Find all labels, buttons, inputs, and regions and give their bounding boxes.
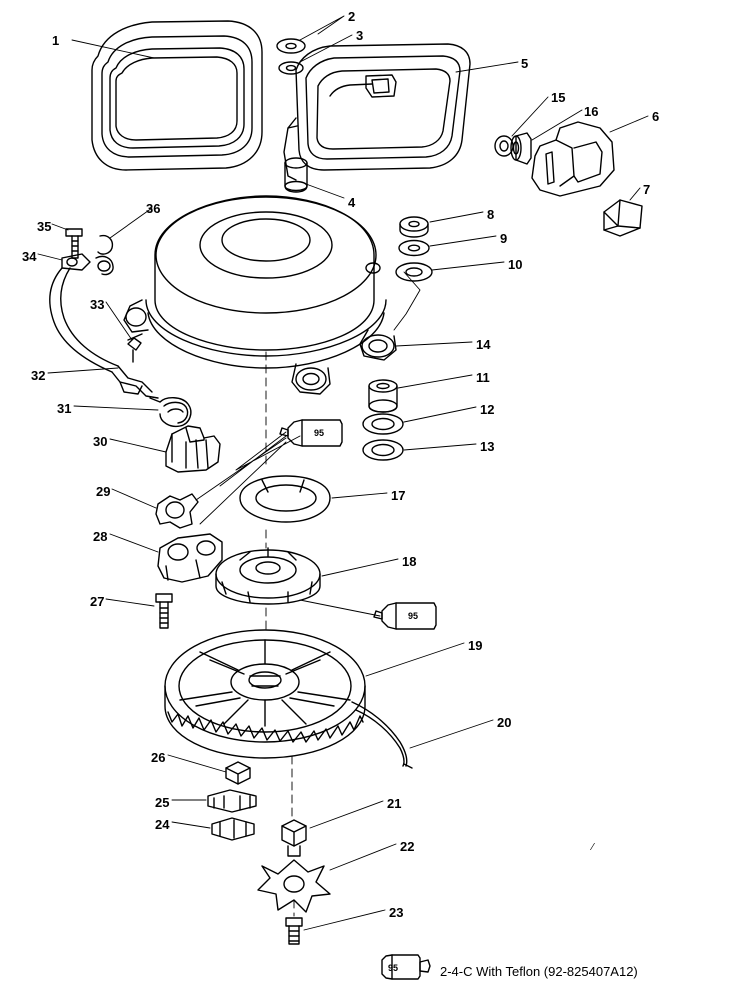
part-26-nut	[226, 762, 250, 784]
callout-11: 11	[476, 370, 490, 385]
callout-1: 1	[52, 33, 60, 48]
footer-note: 2-4-C With Teflon (92-825407A12)	[440, 964, 638, 979]
callout-9: 9	[500, 231, 508, 246]
lube-tag-upper: 95	[314, 428, 325, 438]
callout-35: 35	[37, 219, 52, 234]
part-19-flywheel	[165, 630, 365, 758]
part-3-washer	[279, 62, 303, 74]
part-35-screw	[66, 229, 82, 258]
part-21-collar	[282, 820, 306, 856]
part-5-cowl	[284, 44, 470, 192]
callout-8: 8	[487, 207, 495, 222]
part-30-lockout-lever	[166, 426, 220, 472]
callout-18: 18	[402, 554, 417, 569]
callout-31: 31	[57, 401, 72, 416]
part-34-terminal	[62, 254, 113, 275]
lube-tag-lower: 95	[408, 611, 419, 621]
part-25-bracket	[208, 790, 256, 812]
part-9-washer	[399, 241, 429, 256]
part-10-washer	[396, 263, 432, 281]
callout-24: 24	[155, 817, 170, 832]
callout-16: 16	[584, 104, 599, 119]
callout-21: 21	[387, 796, 402, 811]
part-2-washer	[277, 39, 305, 53]
callout-23: 23	[389, 905, 404, 920]
callout-15: 15	[551, 90, 566, 105]
part-27-bolt	[156, 594, 172, 628]
callout-19: 19	[468, 638, 483, 653]
part-24-bracket	[212, 818, 254, 840]
part-8-nut	[400, 217, 428, 237]
callout-3: 3	[356, 28, 364, 43]
part-11-spacer	[369, 380, 397, 412]
footer-tube-label: 95	[388, 963, 399, 973]
part-16-bushing	[511, 133, 531, 164]
part-17-ring	[240, 476, 330, 522]
part-23-bolt	[286, 918, 302, 944]
lube-tube-lower	[374, 603, 436, 629]
leader-lines	[38, 16, 651, 930]
part-1-seal	[92, 21, 262, 170]
callout-6: 6	[652, 109, 660, 124]
callout-27: 27	[90, 594, 105, 609]
callout-10: 10	[508, 257, 523, 272]
footer-lube-tube	[378, 958, 434, 980]
callout-5: 5	[521, 56, 529, 71]
callout-7: 7	[643, 182, 651, 197]
part-28-bracket	[158, 534, 222, 582]
part-14-housing	[124, 196, 396, 394]
callout-25: 25	[155, 795, 170, 810]
callout-29: 29	[96, 484, 111, 499]
part-15-bushing	[495, 136, 513, 156]
part-20-wire	[352, 702, 412, 768]
part-12-bearing	[363, 414, 403, 434]
callout-33: 33	[90, 297, 105, 312]
part-7-bushing	[604, 200, 642, 236]
callout-26: 26	[151, 750, 166, 765]
callout-14: 14	[476, 337, 491, 352]
callout-28: 28	[93, 529, 108, 544]
part-29-bushing	[156, 494, 198, 528]
callout-17: 17	[391, 488, 406, 503]
callout-2: 2	[348, 9, 356, 24]
callout-32: 32	[31, 368, 46, 383]
part-32-ground-lead	[50, 268, 158, 398]
part-13-bearing	[363, 440, 403, 460]
callout-34: 34	[22, 249, 37, 264]
callout-4: 4	[348, 195, 356, 210]
stray-mark: ⁄	[592, 842, 594, 853]
part-18-pulley	[216, 548, 320, 604]
callout-36: 36	[146, 201, 161, 216]
callout-12: 12	[480, 402, 495, 417]
callout-13: 13	[480, 439, 495, 454]
callout-22: 22	[400, 839, 415, 854]
part-31-spring	[150, 398, 191, 427]
callout-20: 20	[497, 715, 512, 730]
callout-30: 30	[93, 434, 108, 449]
